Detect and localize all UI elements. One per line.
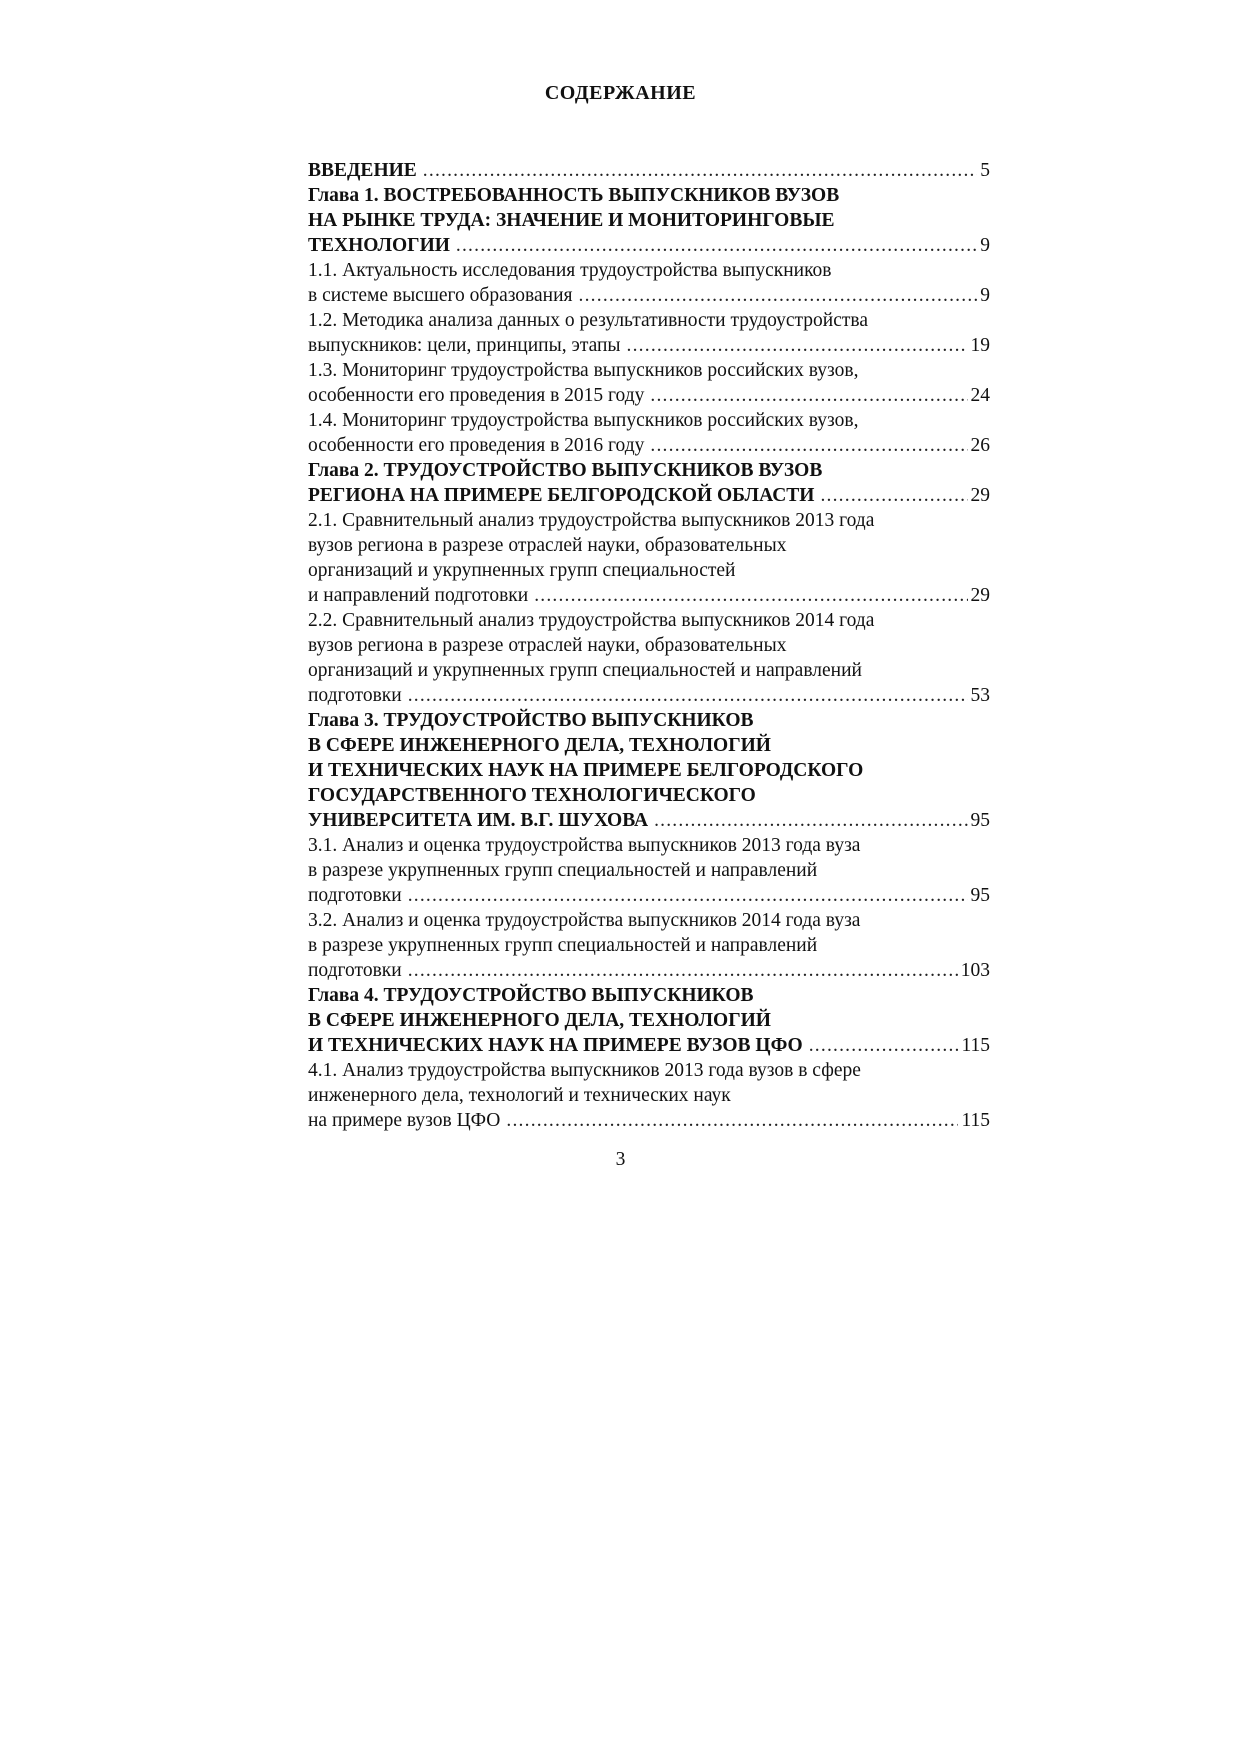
dot-leader xyxy=(650,383,967,408)
toc-entry-line: 1.2. Методика анализа данных о результативности трудоустройства xyxy=(308,310,869,331)
toc-section-entry[interactable] xyxy=(308,908,990,983)
toc-entry-page: 53 xyxy=(970,685,990,706)
toc-section-entry[interactable] xyxy=(308,258,990,308)
toc-entry-line: организаций и укрупненных групп специальностей и направлений xyxy=(308,660,862,681)
toc-entry-last-line xyxy=(308,883,990,908)
toc-entry-last-line xyxy=(308,683,990,708)
toc-entry-line: 4.1. Анализ трудоустройства выпускников 2013 года вузов в сфере xyxy=(308,1060,861,1081)
toc-entry-page: 26 xyxy=(970,435,990,456)
toc-entry-last-line xyxy=(308,483,990,508)
toc-entry-last-line xyxy=(308,333,990,358)
toc-entry-line: вузов региона в разрезе отраслей науки, образовательных xyxy=(308,535,787,556)
dot-leader xyxy=(456,233,977,258)
toc-entry-line: 1.4. Мониторинг трудоустройства выпускников российских вузов, xyxy=(308,410,859,431)
toc-entry-line: подготовки xyxy=(308,685,402,706)
toc-entry-page: 24 xyxy=(970,385,990,406)
toc-entry-line: на примере вузов ЦФО xyxy=(308,1110,501,1131)
toc-section-entry[interactable] xyxy=(308,308,990,358)
toc-entry-last-line xyxy=(308,158,990,183)
toc-entry-line: Глава 2. ТРУДОУСТРОЙСТВО ВЫПУСКНИКОВ ВУЗОВ xyxy=(308,460,823,481)
toc-entry-line: Глава 1. ВОСТРЕБОВАННОСТЬ ВЫПУСКНИКОВ ВУЗОВ xyxy=(308,185,840,206)
toc-entry-last-line xyxy=(308,583,990,608)
toc-entry-page: 115 xyxy=(961,1110,990,1131)
toc-title: СОДЕРЖАНИЕ xyxy=(544,82,697,104)
toc-entry-line: 2.1. Сравнительный анализ трудоустройства выпускников 2013 года xyxy=(308,510,875,531)
dot-leader xyxy=(408,958,958,983)
toc-entry-line: 2.2. Сравнительный анализ трудоустройства выпускников 2014 года xyxy=(308,610,875,631)
toc-entry-line: 1.3. Мониторинг трудоустройства выпускников российских вузов, xyxy=(308,360,859,381)
toc-entry-line: в разрезе укрупненных групп специальностей и направлений xyxy=(308,860,818,881)
dot-leader xyxy=(579,283,978,308)
toc-chapter-entry[interactable] xyxy=(308,458,990,508)
toc-entry-line: ВВЕДЕНИЕ xyxy=(308,160,417,181)
toc-entry-last-line xyxy=(308,1033,990,1058)
toc-entry-page: 9 xyxy=(980,235,990,256)
toc-entry-line: вузов региона в разрезе отраслей науки, образовательных xyxy=(308,635,787,656)
dot-leader xyxy=(534,583,967,608)
toc-entry-line: подготовки xyxy=(308,960,402,981)
toc-entry-last-line xyxy=(308,233,990,258)
dot-leader xyxy=(809,1033,959,1058)
toc-entry-page: 5 xyxy=(980,160,990,181)
toc-section-entry[interactable] xyxy=(308,508,990,608)
toc-chapter-entry[interactable] xyxy=(308,708,990,833)
toc-entry-line: Глава 4. ТРУДОУСТРОЙСТВО ВЫПУСКНИКОВ xyxy=(308,985,754,1006)
dot-leader xyxy=(820,483,967,508)
toc-entry-line: выпускников: цели, принципы, этапы xyxy=(308,335,621,356)
toc-section-entry[interactable] xyxy=(308,358,990,408)
toc-entry-page: 115 xyxy=(961,1035,990,1056)
toc-entry-last-line xyxy=(308,283,990,308)
toc-entry-line: подготовки xyxy=(308,885,402,906)
toc-entry-line: особенности его проведения в 2016 году xyxy=(308,435,645,456)
dot-leader xyxy=(408,883,968,908)
toc-chapter-entry[interactable] xyxy=(308,183,990,258)
page-number: 3 xyxy=(615,1149,626,1170)
toc-entry-line: ТЕХНОЛОГИИ xyxy=(308,235,450,256)
dot-leader xyxy=(627,333,968,358)
toc-entry-last-line xyxy=(308,958,990,983)
toc-entry-line: 3.1. Анализ и оценка трудоустройства выпускников 2013 года вуза xyxy=(308,835,861,856)
toc-entry-line: И ТЕХНИЧЕСКИХ НАУК НА ПРИМЕРЕ БЕЛГОРОДСКОГО xyxy=(308,760,864,781)
toc-entry-line: в системе высшего образования xyxy=(308,285,573,306)
toc-entry-line: в разрезе укрупненных групп специальностей и направлений xyxy=(308,935,818,956)
toc-entry-page: 95 xyxy=(970,885,990,906)
toc-entry-page: 19 xyxy=(970,335,990,356)
toc-entry-line: УНИВЕРСИТЕТА ИМ. В.Г. ШУХОВА xyxy=(308,810,649,831)
toc-chapter-entry[interactable] xyxy=(308,158,990,183)
toc-entry-line: организаций и укрупненных групп специальностей xyxy=(308,560,736,581)
dot-leader xyxy=(506,1108,958,1133)
toc-section-entry[interactable] xyxy=(308,408,990,458)
toc-section-entry[interactable] xyxy=(308,608,990,708)
toc-entry-line: РЕГИОНА НА ПРИМЕРЕ БЕЛГОРОДСКОЙ ОБЛАСТИ xyxy=(308,485,815,506)
toc-entry-last-line xyxy=(308,1108,990,1133)
toc-entry-last-line xyxy=(308,433,990,458)
toc-entry-line: и направлений подготовки xyxy=(308,585,529,606)
toc-entry-last-line xyxy=(308,383,990,408)
toc-entry-line: инженерного дела, технологий и технических наук xyxy=(308,1085,731,1106)
toc-entry-page: 9 xyxy=(980,285,990,306)
dot-leader xyxy=(654,808,967,833)
toc-entry-page: 103 xyxy=(960,960,990,981)
toc-entry-line: особенности его проведения в 2015 году xyxy=(308,385,645,406)
toc-entry-page: 29 xyxy=(970,585,990,606)
toc-entry-line: 3.2. Анализ и оценка трудоустройства выпускников 2014 года вуза xyxy=(308,910,861,931)
toc-entry-line: В СФЕРЕ ИНЖЕНЕРНОГО ДЕЛА, ТЕХНОЛОГИЙ xyxy=(308,735,771,756)
toc-section-entry[interactable] xyxy=(308,1058,990,1133)
toc-entry-line: В СФЕРЕ ИНЖЕНЕРНОГО ДЕЛА, ТЕХНОЛОГИЙ xyxy=(308,1010,771,1031)
dot-leader xyxy=(650,433,967,458)
dot-leader xyxy=(423,158,977,183)
toc-section-entry[interactable] xyxy=(308,833,990,908)
toc-entry-page: 95 xyxy=(970,810,990,831)
toc-entry-page: 29 xyxy=(970,485,990,506)
toc-entry-line: ГОСУДАРСТВЕННОГО ТЕХНОЛОГИЧЕСКОГО xyxy=(308,785,756,806)
dot-leader xyxy=(408,683,968,708)
toc-entry-last-line xyxy=(308,808,990,833)
toc-entry-line: 1.1. Актуальность исследования трудоустройства выпускников xyxy=(308,260,832,281)
toc-entry-line: И ТЕХНИЧЕСКИХ НАУК НА ПРИМЕРЕ ВУЗОВ ЦФО xyxy=(308,1035,803,1056)
table-of-contents xyxy=(308,158,990,1133)
toc-entry-line: Глава 3. ТРУДОУСТРОЙСТВО ВЫПУСКНИКОВ xyxy=(308,710,754,731)
toc-chapter-entry[interactable] xyxy=(308,983,990,1058)
toc-entry-line: НА РЫНКЕ ТРУДА: ЗНАЧЕНИЕ И МОНИТОРИНГОВЫЕ xyxy=(308,210,835,231)
